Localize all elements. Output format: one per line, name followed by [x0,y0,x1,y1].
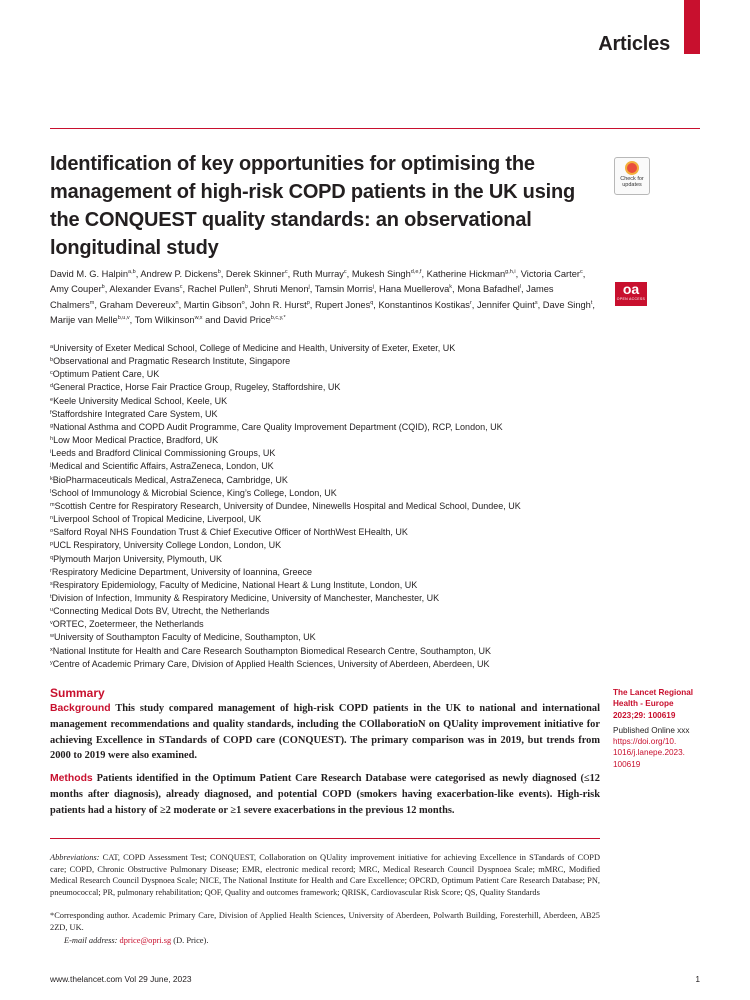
affiliation-text: Optimum Patient Care, UK [52,369,160,380]
affiliation-marker: t [50,593,52,600]
author-affiliation-marker: p [306,299,310,306]
open-access-logo [615,282,647,306]
affiliation-marker: y [50,659,53,666]
affiliation-marker: x [50,646,53,653]
affiliation-text: National Asthma and COPD Audit Programme, Care Quality Improvement Department (CQID), RCP, London, UK [53,421,503,432]
affiliation-text: National Institute for Health and Care Research Southampton Biomedical Research Centre, Southampton, UK [52,645,491,656]
doi-line-3: 100619 [613,759,641,769]
affiliation-marker: j [50,462,52,469]
open-access-logo-text: oa [622,281,640,297]
summary-background [50,701,600,764]
article-title: Identification of key opportunities for optimising the management of high-risk COPD patients in the UK using the CONQUEST quality standards: an observational longitudinal study [50,153,576,259]
affiliation-item [50,618,610,631]
author[interactable] [250,300,310,310]
affiliation-item [50,658,610,671]
affiliation-item [50,342,610,355]
affiliation-item [50,474,610,487]
affiliation-item [50,408,610,421]
author[interactable] [253,284,310,294]
affiliation-item [50,487,610,500]
open-access-logo-subtext: OPEN ACCESS [616,297,646,301]
author-name: Andrew P. Dickens [140,269,218,279]
affiliation-marker: o [50,528,54,535]
affiliation-marker: n [50,515,54,522]
author[interactable] [100,300,179,310]
affiliation-text: Observational and Pragmatic Research Institute, Singapore [53,356,291,367]
affiliation-text: Staffordshire Integrated Care System, UK [51,408,218,419]
affiliation-text: Scottish Centre for Respiratory Research, University of Dundee, Ninewells Hospital and Medical School, Dundee, UK [54,500,521,511]
author[interactable] [135,315,203,325]
author[interactable] [315,284,374,294]
background-text: This study compared management of high-risk COPD patients in the UK to national and international management recommendations and quality standards, including the COllaboratioN on QUality improvement initiative for achieving Excellence in STandards of COPD care (CONQUEST). The primary comparison was in 2019, but trends from 2000 to 2019 were also examined. [50,703,600,762]
published-online: Published Online xxx [613,725,690,735]
author-name: Katherine Hickman [426,269,506,279]
affiliation-text: Salford Royal NHS Foundation Trust & Chief Executive Officer of NorthWest EHealth, UK [53,527,408,538]
check-for-updates-badge[interactable] [614,157,650,195]
affiliation-item [50,395,610,408]
author-affiliation-marker: w,x [194,314,203,321]
email-label: E-mail address: [64,936,118,945]
author[interactable] [543,300,593,310]
author[interactable] [50,315,130,325]
author-name: Marije van Melle [50,314,118,325]
footnote-rule [50,838,600,839]
author[interactable] [50,284,105,294]
affiliation-item [50,539,610,552]
author-list: David M. G. Halpin$^{a,b}$, Andrew P. Dickens$^b$, Derek Skinner$^c$, Ruth Murray$^c$, Mukesh Singh$^{d,e,f}$, Katherine Hickman$^{g,h,i}$, Victoria Carter$^c$, Amy Couper$^b$, Alexander Evans$^c$, Rachel Pullen$^b$, Shruti Menon$^j$, Tamsin Morris$^j$, Hana Muellerova$^k$, Mona Bafadhel$^l$, James Chalmers$^m$, Graham Devereux$^n$, Martin Gibson$^o$, John R. Hurst$^p$, Rupert Jones$^q$, Konstantinos Kostikas$^r$, Jennifer Quint$^s$, Dave Singh$^t$, Marije van Melle$^{b,u,v}$, Tom Wilkinson$^{w,x}$ and David Price$^{b,c,y,*}$ [50,269,595,325]
author-name: Jennifer Quint [476,299,535,310]
affiliation-item [50,500,610,513]
author-affiliation-marker: c [343,269,347,275]
author-affiliation-marker: o [241,299,245,306]
affiliation-marker: v [50,620,53,627]
background-label: Background [50,703,111,714]
abbreviations-label: Abbreviations: [50,853,100,862]
author-and: and [205,314,221,325]
author-affiliation-marker: b [217,269,221,275]
affiliation-marker: b [50,357,54,364]
author-affiliation-marker: j [308,284,310,291]
affiliation-text: Medical and Scientific Affairs, AstraZeneca, London, UK [51,461,274,472]
affiliation-text: Centre of Academic Primary Care, Division of Applied Health Sciences, University of Aberdeen, Aberdeen, UK [52,658,490,669]
affiliation-text: UCL Respiratory, University College London, London, UK [53,540,282,551]
affiliation-item [50,513,610,526]
affiliation-item [50,592,610,605]
summary-methods [50,771,600,818]
affiliation-text: Connecting Medical Dots BV, Utrecht, the Netherlands [53,606,270,617]
author[interactable] [477,300,538,310]
affiliation-item [50,447,610,460]
author-affiliation-marker: d,e,f [410,269,422,275]
author-affiliation-marker: k [449,284,453,291]
affiliation-marker: e [50,396,54,403]
affiliation-text: University of Exeter Medical School, College of Medicine and Health, University of Exeter, Exeter, UK [53,343,456,353]
affiliation-text: Liverpool School of Tropical Medicine, Liverpool, UK [53,514,262,525]
affiliation-text: School of Immunology & Microbial Science, King’s College, London, UK [51,487,337,498]
author[interactable] [223,315,285,325]
check-for-updates-icon [625,161,639,175]
author-affiliation-marker: b [101,284,105,291]
author-name: Shruti Menon [253,284,309,295]
affiliation-item [50,460,610,473]
author[interactable] [293,269,347,279]
affiliation-text: University of Southampton Faculty of Medicine, Southampton, UK [53,632,316,643]
author-name: Derek Skinner [225,269,285,279]
author-name: David Price [223,314,271,325]
affiliation-item [50,579,610,592]
check-for-updates-label: Check for updates [620,176,644,188]
affiliation-marker: d [50,383,54,390]
affiliation-marker: g [50,422,54,429]
affiliation-item [50,553,610,566]
author-name: Dave Singh [542,299,591,310]
affiliation-text: Plymouth Marjon University, Plymouth, UK [53,553,222,564]
affiliation-item [50,421,610,434]
affiliation-item [50,605,610,618]
author[interactable] [315,300,373,310]
author-affiliation-marker: n [175,299,179,306]
author-name: Tom Wilkinson [134,314,195,325]
doi-line-2: 1016/j.lanepe.2023. [613,748,685,758]
header-accent-bar [684,0,700,54]
affiliation-marker: s [50,580,53,587]
author-affiliation-marker: b,u,v [117,314,130,321]
author-affiliation-marker: c [580,269,583,275]
affiliation-marker: r [50,567,52,574]
author-affiliation-marker: q [370,299,374,306]
author[interactable] [378,300,471,310]
affiliation-text: Leeds and Bradford Clinical Commissioning Groups, UK [51,448,276,459]
author[interactable] [457,284,521,294]
affiliation-marker: l [50,488,52,495]
author-name: Tamsin Morris [314,284,373,295]
journal-sidebar [613,687,705,770]
author[interactable] [427,269,516,279]
author[interactable] [184,300,245,310]
affiliation-marker: m [50,501,55,508]
corresponding-author: *Corresponding author. Academic Primary Care, Division of Applied Health Sciences, University of Aberdeen, Polwarth Building, Foresterhill, Aberdeen, AB25 2ZD, UK. [50,911,600,932]
author-affiliation-marker: g,h,i [505,269,516,275]
affiliation-text: BioPharmaceuticals Medical, AstraZeneca, Cambridge, UK [52,474,288,485]
author[interactable] [352,269,422,279]
author-affiliation-marker: a,b [128,269,136,275]
author-affiliation-marker: r [469,299,472,306]
author[interactable] [109,284,182,294]
journal-volume: 2023;29: 100619 [613,710,676,720]
affiliation-text: Low Moor Medical Practice, Bradford, UK [53,435,219,446]
doi-line-1: https://doi.org/10. [613,737,677,747]
author-affiliation-marker: l [519,284,521,291]
author[interactable] [50,269,136,279]
summary-heading: Summary [50,686,105,700]
journal-citation [613,687,705,721]
author-name: Hana Muellerova [379,284,450,295]
affiliation-item [50,381,610,394]
affiliation-text: Respiratory Medicine Department, University of Ioannina, Greece [51,566,312,577]
affiliation-item [50,368,610,381]
abbreviations-text: CAT, COPD Assessment Test; CONQUEST, Collaboration on QUality improvement initiative for achieving Excellence in STandards of COPD care; COPD, Chronic Obstructive Pulmonary Disease; EMR, electronic medical record; MRC, Medical Research Council Dyspnoea Scale; mMRC, Modified Medical Research Council Dyspnoea Scale; NICE, The National Institute for Health and Care Excellence; OPCRD, Optimum Patient Care Research Database; PN, pneumococcal; PR, pulmonary rehabilitation; QOF, Quality and outcomes framework; QRISK, Cardiovascular Risk Score; QS, Quality Standards [50,853,601,897]
affiliation-text: Keele University Medical School, Keele, UK [53,395,228,406]
abbreviations-footnote [50,852,600,898]
author-name: Ruth Murray [292,269,344,279]
author[interactable] [226,269,288,279]
author[interactable] [188,284,248,294]
author-affiliation-marker: m [89,299,95,306]
author-affiliation-marker: c [179,284,183,291]
affiliation-item [50,355,610,368]
affiliation-item [50,434,610,447]
affiliation-marker: w [50,633,54,640]
methods-label: Methods [50,773,93,784]
affiliation-item [50,526,610,539]
author-name: Alexander Evans [109,284,180,295]
affiliation-marker: f [50,409,52,416]
author-affiliation-marker: c [284,269,288,275]
author-name: James Chalmers [50,284,554,310]
affiliation-item [50,631,610,644]
author-name: Mona Bafadhel [457,284,520,295]
affiliation-marker: p [50,541,54,548]
email-suffix: (D. Price). [173,936,209,945]
header-rule [50,128,700,129]
section-label: Articles [598,33,670,55]
page-number: 1 [695,974,700,984]
affiliation-marker: u [50,607,54,614]
affiliation-marker: q [50,554,54,561]
author-affiliation-marker: j [372,284,374,291]
author-name: Amy Couper [50,284,102,295]
author-name: Mukesh Singh [351,269,411,279]
author-affiliation-marker: s [534,299,538,306]
author-name: Rachel Pullen [187,284,245,295]
journal-name-line-1: The Lancet Regional [613,688,694,697]
author-name: David M. G. Halpin [50,269,129,279]
affiliation-text: ORTEC, Zoetermeer, the Netherlands [52,619,204,630]
author-name: Konstantinos Kostikas [378,299,470,310]
author[interactable] [521,269,583,279]
journal-name-line-2: Health - Europe [613,699,674,709]
author[interactable] [379,284,452,294]
author[interactable] [140,269,220,279]
affiliation-marker: k [50,475,53,482]
author-name: Martin Gibson [183,299,242,310]
email-link[interactable]: dprice@opri.sg [119,936,172,945]
author-affiliation-marker: b [244,284,249,291]
author-name: Victoria Carter [520,269,580,279]
affiliation-text: Respiratory Epidemiology, Faculty of Medicine, National Heart & Lung Institute, London, UK [52,579,418,590]
email-footnote [64,935,208,947]
affiliation-list [50,342,610,671]
author-name: John R. Hurst [249,299,307,310]
affiliation-marker: i [50,449,52,456]
doi-link[interactable] [613,736,705,770]
affiliation-marker: h [50,436,54,443]
affiliation-text: General Practice, Horse Fair Practice Group, Rugeley, Staffordshire, UK [53,382,341,393]
affiliation-marker: a [50,344,54,350]
methods-text: Patients identified in the Optimum Patient Care Research Database were categorised as newly diagnosed (≤12 months after diagnosis), already diagnosed, and potential COPD (smokers having exacerbation-like events). High-risk patients had a history of ≥2 moderate or ≥1 severe exacerbations in the previous 12 months. [50,773,600,816]
affiliation-item [50,645,610,658]
affiliation-item [50,566,610,579]
affiliation-marker: c [50,370,53,377]
footer-journal-info: www.thelancet.com Vol 29 June, 2023 [50,974,192,984]
author-name: Rupert Jones [314,299,371,310]
author-name: Graham Devereux [99,299,176,310]
affiliation-text: Division of Infection, Immunity & Respiratory Medicine, University of Manchester, Manchester, UK [51,592,440,603]
author-affiliation-marker: b,c,y,* [270,314,286,321]
author-affiliation-marker: t [590,299,593,306]
